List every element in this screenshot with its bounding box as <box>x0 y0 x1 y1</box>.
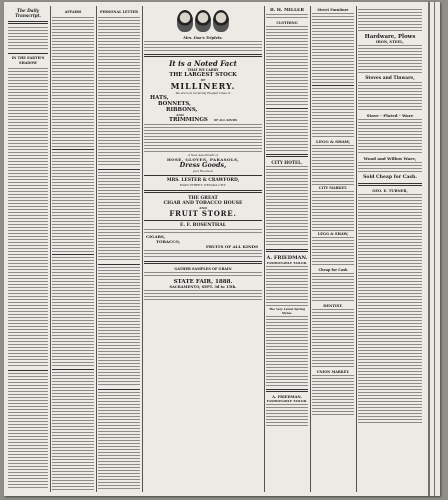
ad-line: OF <box>200 78 206 82</box>
ad-line: Dress Goods, <box>179 161 227 169</box>
ad-line: Wood and Willow Ware, <box>363 156 417 161</box>
column-1 <box>8 8 48 490</box>
ad-line: We are now receiving Elegant Lines of <box>175 91 231 95</box>
ad-line: STATE FAIR, 1888. <box>173 279 233 285</box>
ad-line: The Very Latest Spring Styles. <box>269 307 305 315</box>
ad-line: RIBBONS, <box>166 107 198 113</box>
ad-line: E. F. ROSENTHAL <box>179 223 227 228</box>
newspaper-page <box>4 2 440 496</box>
page-edge <box>428 2 430 496</box>
ad-line: B. H. MILLER <box>269 8 305 13</box>
portrait-image <box>195 10 211 32</box>
portrait-image <box>177 10 193 32</box>
ad-line: MAIN STREET, NEVADA CITY. <box>179 183 227 187</box>
ad-line: CIGARS, <box>146 234 166 239</box>
ad-line: FRUITS OF ALL KINDS <box>206 244 258 249</box>
ad-line: GATHER SAMPLES OF GRAIN <box>174 267 232 271</box>
ad-line: CITY MARKET. <box>318 186 348 190</box>
ad-headline: It is a Noted Fact <box>169 59 237 68</box>
ad-line: THAT WE CARRY <box>187 68 219 72</box>
ad-line: A. FRIEDMAN. <box>266 255 308 261</box>
column-heading: AFFAIRS <box>64 10 82 14</box>
ad-line: THE GREAT <box>188 196 218 201</box>
ad-line: LEGG & SHAW, <box>316 139 350 144</box>
ad-line: MILLINERY. <box>170 81 236 91</box>
ad-line: AND <box>199 206 207 210</box>
page-edge <box>434 2 435 496</box>
ad-line: OF ALL KINDS <box>213 118 238 122</box>
ad-line: SACRAMENTO, SEPT. 3d to 15th. <box>169 285 237 289</box>
ad-line: A New Assortment of <box>187 153 219 157</box>
ad-line: LEGG & SHAW, <box>317 232 349 236</box>
column-7 <box>358 8 422 490</box>
ad-line: DENTIST. <box>323 304 343 308</box>
triplets-engraving <box>144 10 262 36</box>
article-heading: IN THE EARTH'S SHADOW <box>11 56 45 65</box>
ad-line: AND <box>176 113 184 117</box>
ad-line: HATS, <box>150 95 169 101</box>
ad-line: Hardware, Plows <box>364 34 416 40</box>
ad-line: A. FRIEDMAN. <box>272 395 302 399</box>
column-2 <box>52 8 94 490</box>
ad-line: IRON, STEEL, <box>376 40 404 44</box>
engraving-caption: Mrs. Doe's Triplets. <box>183 36 223 40</box>
masthead: The Daily Transcript. <box>15 8 41 18</box>
ad-line: TRIMMINGS <box>168 117 208 123</box>
ad-line: CLOTHING <box>276 21 298 25</box>
ad-line: Stove - Plated - Ware <box>366 113 414 118</box>
column-5 <box>266 8 308 490</box>
ad-line: CIGAR AND TOBACCO HOUSE <box>163 201 243 206</box>
column-3 <box>98 8 140 490</box>
ad-line: Cheap for Cash <box>318 268 348 272</box>
ad-line: Stoves and Tinware, <box>365 76 415 81</box>
ad-line: BONNETS, <box>158 101 191 107</box>
ad-line: UNION MARKET. <box>316 370 350 374</box>
ad-line: GEO. E. TURNER, <box>372 189 408 193</box>
portrait-image <box>213 10 229 32</box>
ad-line: CITY HOTEL. <box>271 160 303 165</box>
ad-line: FASHIONABLE TAILOR. <box>266 399 308 403</box>
column-heading: PERSONAL LETTER <box>100 10 138 14</box>
ad-line: TOBACCO, <box>156 239 180 244</box>
ad-line: THE LARGEST STOCK <box>169 72 237 78</box>
column-6 <box>312 8 354 490</box>
ad-line: Sold Cheap for Cash. <box>363 175 417 180</box>
ad-line: HOSE, GLOVES, PARASOLS, <box>166 157 240 162</box>
ad-line: Street Furniture <box>317 8 349 12</box>
ad-line: -Just Received. <box>192 169 214 173</box>
ad-line: MRS. LESTER & CRAWFORD, <box>166 178 240 183</box>
column-4-millinery-ad <box>144 8 262 490</box>
ad-line: FASHIONABLE TAILOR. <box>266 261 308 265</box>
ad-line: FRUIT STORE. <box>169 209 237 218</box>
